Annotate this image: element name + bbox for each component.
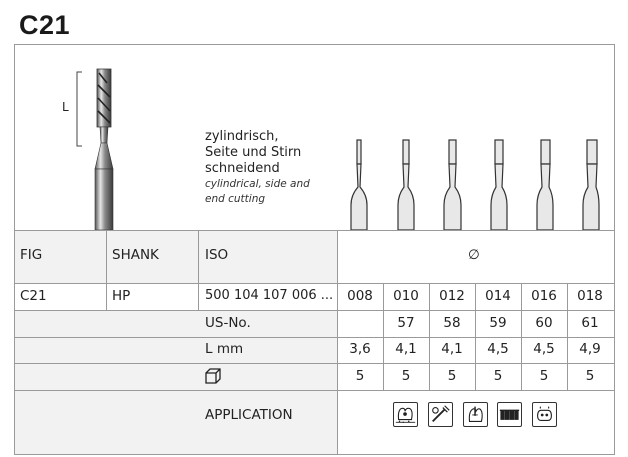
crown-removal-icon [428,402,453,427]
l-mm-value: 4,1 [395,341,417,357]
us-no-value: 59 [489,315,507,331]
pack-value: 5 [447,368,457,384]
pack-value: 5 [539,368,549,384]
package-icon [204,367,222,385]
rule [15,230,614,231]
length-label: L [62,100,69,114]
length-bracket [72,71,84,147]
product-title: C21 [19,10,71,40]
description [205,129,310,207]
shank-value: HP [112,288,131,304]
l-mm-value: 4,9 [579,341,601,357]
desc-de-1: zylindrisch, [205,129,279,144]
desc-de-2: Seite und Stirn [205,145,302,160]
rule [15,363,614,364]
size-value: 018 [577,288,603,304]
rule [15,283,614,284]
size-value: 014 [485,288,511,304]
cavity-preparation-icon [393,402,418,427]
illustration-panel [15,45,614,230]
us-no-value: 61 [581,315,599,331]
size-value: 016 [531,288,557,304]
product-table [14,44,615,455]
us-no-value: 57 [397,315,415,331]
header-iso: ISO [205,247,229,263]
size-value: 012 [439,288,465,304]
label-bg [15,310,337,390]
size-value: 008 [347,288,373,304]
us-no-value: 58 [443,315,461,331]
fig-value: C21 [20,288,47,304]
rule [15,337,614,338]
lab-icon [532,402,557,427]
l-mm-value: 4,1 [441,341,463,357]
header-bg [15,231,337,283]
pack-value: 5 [355,368,365,384]
us-no-label: US-No. [205,315,251,331]
rule [15,390,614,391]
l-mm-value: 4,5 [487,341,509,357]
rule [106,231,107,310]
size-silhouettes [337,135,614,230]
l-mm-value: 4,5 [533,341,555,357]
iso-value: 500 104 107 006 ... [205,288,334,303]
desc-en-2: end cutting [205,193,266,205]
l-mm-label: L mm [205,341,244,357]
header-fig: FIG [20,247,43,263]
rule [15,310,614,311]
desc-en-1: cylindrical, side and [205,178,310,190]
size-value: 010 [393,288,419,304]
prosthetics-icon [497,402,522,427]
us-no-value: 60 [535,315,553,331]
rule [198,231,199,310]
desc-de-3: schneidend [205,161,280,176]
pack-value: 5 [401,368,411,384]
l-mm-value: 3,6 [349,341,371,357]
pack-value: 5 [585,368,595,384]
application-label: APPLICATION [205,407,293,423]
pack-value: 5 [493,368,503,384]
diameter-symbol: ∅ [468,247,480,263]
header-shank: SHANK [112,247,159,263]
surgery-icon [463,402,488,427]
